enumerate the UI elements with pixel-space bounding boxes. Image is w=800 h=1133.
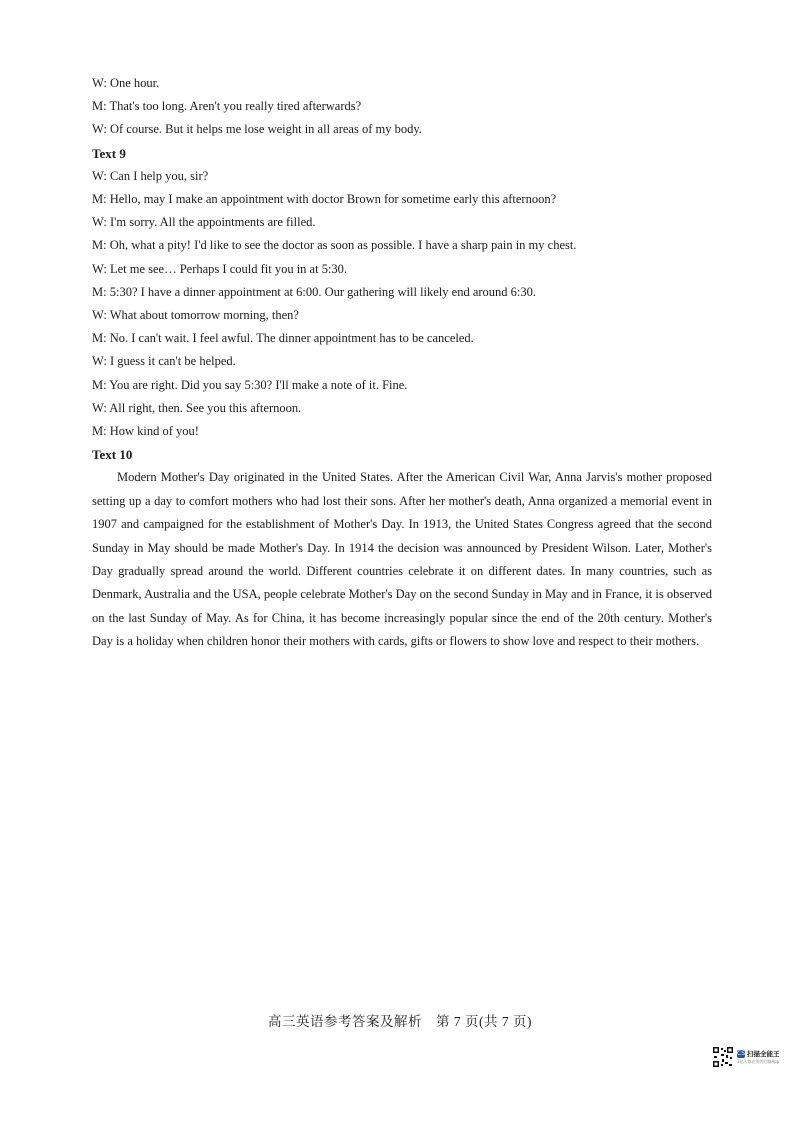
dialogue-line: M: Oh, what a pity! I'd like to see the doctor as soon as possible. I have a sharp pain in my chest.: [92, 238, 577, 253]
utterance-text: What about tomorrow morning, then?: [109, 308, 299, 323]
text10-heading: Text 10: [92, 447, 133, 463]
speaker-label: W: [92, 261, 104, 276]
dialogue-line: M: That's too long. Aren't you really tired afterwards?: [92, 99, 362, 114]
speaker-label: W: [92, 215, 104, 230]
utterance-text: No. I can't wait. I feel awful. The dinner appointment has to be canceled.: [109, 331, 474, 346]
dialogue-line: W: I guess it can't be helped.: [92, 354, 236, 369]
dialogue-line: M: How kind of you!: [92, 424, 199, 439]
utterance-text: Let me see… Perhaps I could fit you in at 5:30.: [109, 261, 348, 276]
speaker-label: M: [92, 238, 104, 253]
speaker-label: M: [92, 377, 104, 392]
app-subtitle: 3亿人都在用的扫描App: [737, 1059, 780, 1064]
text9-heading: Text 9: [92, 145, 126, 161]
dialogue-line: M: Hello, may I make an appointment with doctor Brown for sometime early this afternoon?: [92, 192, 557, 207]
speaker-label: W: [92, 400, 104, 415]
dialogue-line: W: What about tomorrow morning, then?: [92, 308, 299, 323]
utterance-text: One hour.: [109, 76, 160, 90]
document-body: [92, 72, 712, 654]
utterance-text: Hello, may I make an appointment with doctor Brown for sometime early this afternoon?: [109, 192, 557, 207]
utterance-text: Oh, what a pity! I'd like to see the doctor as soon as possible. I have a sharp pain in my chest.: [109, 238, 577, 253]
speaker-label: M: [92, 99, 104, 114]
utterance-text: 5:30? I have a dinner appointment at 6:00. Our gathering will likely end around 6:30.: [109, 284, 537, 299]
speaker-label: M: [92, 424, 104, 439]
dialogue-line: W: Let me see… Perhaps I could fit you in at 5:30.: [92, 261, 348, 276]
utterance-text: All right, then. See you this afternoon.: [109, 400, 302, 415]
speaker-label: M: [92, 331, 104, 346]
speaker-label: M: [92, 192, 104, 207]
speaker-label: W: [92, 76, 104, 90]
utterance-text: I guess it can't be helped.: [109, 354, 236, 369]
dialogue-text8-tail: [92, 72, 712, 142]
qr-code-icon: [712, 1046, 734, 1068]
speaker-label: W: [92, 308, 104, 323]
scanner-logo-icon: CS: [737, 1049, 745, 1057]
dialogue-line: M: You are right. Did you say 5:30? I'll make a note of it. Fine.: [92, 377, 408, 392]
utterance-text: That's too long. Aren't you really tired afterwards?: [109, 99, 362, 114]
dialogue-line: M: 5:30? I have a dinner appointment at 6:00. Our gathering will likely end around 6:30.: [92, 284, 537, 299]
dialogue-line: W: Can I help you, sir?: [92, 168, 209, 183]
utterance-text: Of course. But it helps me lose weight in all areas of my body.: [109, 122, 422, 137]
speaker-label: W: [92, 122, 104, 137]
app-name: 扫描全能王: [747, 1050, 780, 1058]
dialogue-line: W: Of course. But it helps me lose weight in all areas of my body.: [92, 122, 422, 137]
dialogue-line: M: No. I can't wait. I feel awful. The dinner appointment has to be canceled.: [92, 331, 474, 346]
scanner-watermark: [712, 1046, 780, 1068]
dialogue-line: W: I'm sorry. All the appointments are filled.: [92, 215, 316, 230]
dialogue-line: W: All right, then. See you this afternoon.: [92, 400, 302, 415]
utterance-text: How kind of you!: [109, 424, 199, 439]
speaker-label: M: [92, 284, 104, 299]
app-logo: [737, 1049, 780, 1065]
text10-paragraph: Modern Mother's Day originated in the United States. After the American Civil War, Anna Jarvis's mother proposed setting up a day to comfort mothers who had lost their sons. After her mother's death, Anna organized a memorial event in 1907 and campaigned for the establishment of Mother's Day. In 1913, the United States Congress agreed that the second Sunday in May should be made Mother's Day. In 1914 the decision was announced by President Wilson. Later, Mother's Day gradually spread around the world. Different countries celebrate it on different dates. In many countries, such as Denmark, Australia and the USA, people celebrate Mother's Day on the second Sunday in May and in France, it is observed on the last Sunday of May. As for China, it has become increasingly popular since the end of the 20th century. Mother's Day is a holiday when children honor their mothers with cards, gifts or flowers to show love and respect to their mothers.: [92, 470, 712, 649]
speaker-label: W: [92, 168, 104, 183]
utterance-text: You are right. Did you say 5:30? I'll make a note of it. Fine.: [109, 377, 408, 392]
dialogue-line: W: One hour.: [92, 76, 160, 90]
utterance-text: I'm sorry. All the appointments are filled.: [109, 215, 316, 230]
speaker-label: W: [92, 354, 104, 369]
page-footer: 高三英语参考答案及解析 第 7 页(共 7 页): [268, 1014, 532, 1029]
dialogue-text9: [92, 165, 712, 443]
utterance-text: Can I help you, sir?: [109, 168, 209, 183]
